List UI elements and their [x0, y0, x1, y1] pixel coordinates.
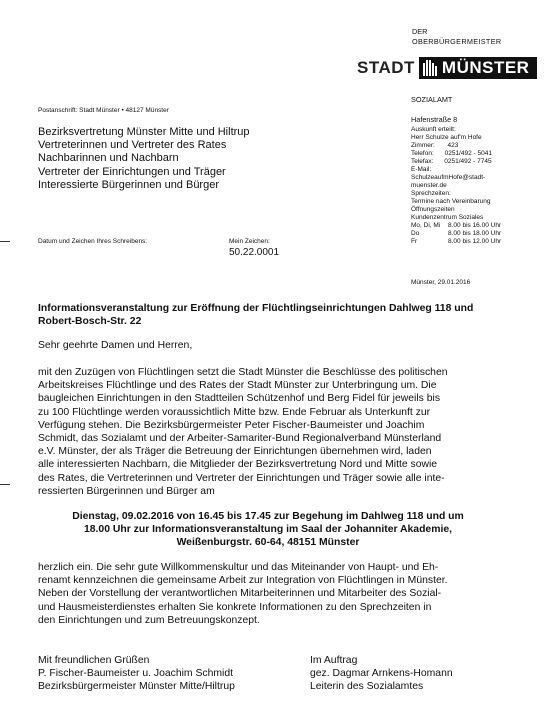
contact-line: Herr Schulze auf'm Hofe	[411, 134, 482, 141]
department-street: Hafenstraße 8	[411, 115, 458, 124]
on-behalf-label: Im Auftrag	[310, 655, 358, 666]
my-reference-label: Mein Zeichen:	[229, 238, 270, 245]
office-days: Do	[411, 230, 420, 237]
text-line: des Rates, die Vertreterinnen und Vertreter der Einrichtungen und Träger sowie alle inte-	[38, 472, 445, 484]
recipient-line: Vertreterinnen und Vertreter des Rates	[38, 139, 227, 152]
office-time: 8.00 bis 16.00 Uhr	[448, 222, 502, 229]
closing-greeting: Mit freundlichen Grüßen	[38, 655, 150, 666]
text-line: alle interessierten Nachbarn, die Mitglieder der Bezirksvertretung Nord und Mitte sowie	[38, 459, 438, 471]
postal-line: Postanschrift: Stadt Münster • 48127 Münster	[38, 107, 169, 114]
logo-muenster-text: MÜNSTER	[441, 58, 530, 77]
event-line: Weißenburgstr. 60-64, 48151 Münster	[176, 537, 360, 549]
text-line: Neben der Vorstellung der verantwortlichen Mitarbeiterinnen und Mitarbeiter des Sozial-	[38, 588, 442, 600]
email-link[interactable]: muenster.de	[411, 182, 447, 189]
letter-subject: Informationsveranstaltung zur Eröffnung der Flüchtlingseinrichtungen Dahlweg 118 und Robert-Bosch-Str. 22	[38, 303, 474, 328]
city-logo	[357, 57, 537, 79]
event-line: Dienstag, 09.02.2016 von 16.45 bis 17.45 zur Begehung im Dahlweg 118 und um	[72, 511, 464, 522]
text-line: renamt kennzeichnen die gemeinsame Arbeit zur Integration von Flüchtlingen in Münster.	[38, 575, 448, 587]
contact-line: Telefax: 0251/492 - 7745	[411, 158, 492, 165]
logo-stadt-text: STADT	[357, 58, 415, 77]
contact-sidebar	[411, 126, 501, 246]
recipient-block	[38, 126, 250, 192]
letter-date: Münster, 29.01.2016	[411, 279, 471, 286]
signature-left	[38, 654, 235, 694]
office-days: Fr	[411, 238, 418, 245]
email-link[interactable]: SchulzeaufmHofe@stadt-	[411, 174, 486, 181]
text-line: mit den Zuzügen von Flüchtlingen setzt die Stadt Münster die Beschlüsse des politischen	[38, 367, 448, 378]
text-line: den Einrichtungen und zum Betreuungskonzept.	[38, 614, 260, 626]
text-line: ressierten Bürgerinnen und Bürger am	[38, 485, 215, 497]
logo-box	[419, 57, 538, 79]
office-hours-row	[411, 238, 501, 246]
text-line: Verfügung stehen. Die Bezirksbürgermeister Peter Fischer-Baumeister und Joachim	[38, 419, 425, 431]
paragraph-intro	[38, 366, 448, 498]
signatory-title: Bezirksbürgermeister Münster Mitte/Hiltrup	[38, 681, 235, 693]
recipient-line: Bezirksvertretung Münster Mitte und Hiltrup	[38, 126, 250, 138]
contact-line: Telefon: 0251/492 - 5041	[411, 150, 492, 157]
cathedral-icon	[423, 60, 437, 76]
office-days: Mo, Di, Mi	[411, 222, 441, 229]
header-der: DER	[412, 27, 428, 36]
text-line: zu 100 Flüchtlinge werden voraussichtlich Mitte bzw. Ende Februar als Unterkunft zur	[38, 406, 431, 418]
contact-line: E-Mail:	[411, 166, 432, 173]
text-line: herzlich ein. Die sehr gute Willkommenskultur und das Miteinander von Haupt- und Eh-	[38, 562, 439, 573]
text-line: baugleichen Einrichtungen in den Stadtteilen Schützenhof und Berg Fidel für jeweils bis	[38, 393, 441, 405]
signatory-name: gez. Dagmar Arnkens-Homann	[310, 668, 453, 680]
office-time: 8.00 bis 18.00 Uhr	[448, 230, 502, 237]
your-reference-label: Datum und Zeichen Ihres Schreibens:	[38, 238, 148, 245]
office-hours-row	[411, 222, 501, 230]
contact-line: Sprechzeiten:	[411, 190, 451, 197]
department-name: SOZIALAMT	[411, 95, 453, 104]
signatory-title: Leiterin des Sozialamtes	[310, 681, 424, 693]
text-line: und Hausmeisterdienstes erhalten Sie konkrete Informationen zu den Sprechzeiten in	[38, 601, 432, 613]
signature-right	[310, 654, 453, 694]
event-details	[28, 510, 508, 550]
text-line: Schmidt, das Sozialamt und der Arbeiter-Samariter-Bund Regionalverband Münsterland	[38, 433, 442, 445]
text-line: Arbeitskreises Flüchtlinge und des Rates der Stadt Münster zur Unterbringung um. Die	[38, 380, 437, 392]
recipient-line: Interessierte Bürgerinnen und Bürger	[38, 178, 219, 191]
contact-line: Kundenzentrum Soziales	[411, 214, 484, 221]
recipient-line: Nachbarinnen und Nachbarn	[38, 152, 179, 165]
contact-line: Zimmer: 423	[411, 142, 459, 149]
office-time: 8.00 bis 12.00 Uhr	[448, 238, 502, 245]
salutation: Sehr geehrte Damen und Herren,	[38, 340, 193, 351]
fold-mark	[0, 484, 10, 485]
contact-line: Auskunft erteilt:	[411, 126, 456, 133]
event-line: 18.00 Uhr zur Informationsveranstaltung im Saal der Johanniter Akademie,	[83, 524, 452, 536]
recipient-line: Vertreter der Einrichtungen und Träger	[38, 165, 226, 178]
paragraph-closing	[38, 561, 448, 627]
text-line: e.V. Münster, der als Träger die Betreuung der Einrichtungen übernehmen wird, laden	[38, 446, 432, 458]
contact-line: Öffnungszeiten	[411, 206, 455, 213]
header-oberbuergermeister: OBERBÜRGERMEISTER	[412, 37, 502, 46]
office-hours-row	[411, 230, 501, 238]
fold-mark	[0, 241, 10, 242]
signatory-names: P. Fischer-Baumeister u. Joachim Schmidt	[38, 668, 233, 680]
my-reference-value: 50.22.0001	[229, 247, 280, 258]
contact-line: Termine nach Vereinbarung	[411, 198, 491, 205]
